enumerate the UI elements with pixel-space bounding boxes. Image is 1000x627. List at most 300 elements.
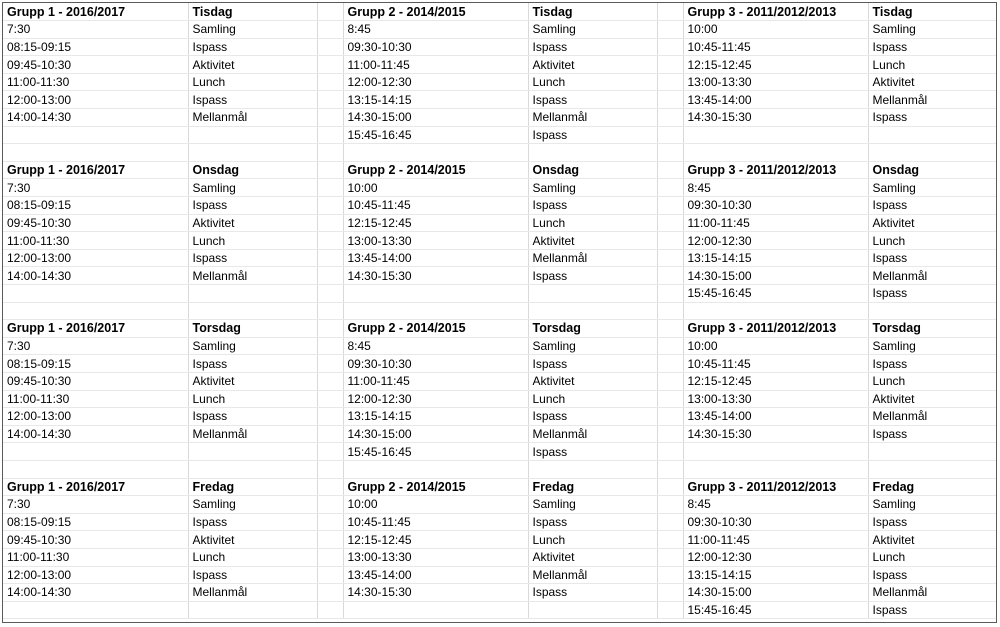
spacer-cell[interactable] [657,355,683,373]
spacer-cell[interactable] [657,3,683,21]
time-cell[interactable]: 7:30 [3,21,188,39]
time-cell[interactable]: 09:45-10:30 [3,531,188,549]
activity-cell[interactable]: Lunch [188,73,317,91]
empty-cell[interactable] [657,302,683,320]
time-cell[interactable]: 08:15-09:15 [3,513,188,531]
empty-cell[interactable] [528,144,657,162]
activity-cell[interactable]: Aktivitet [528,56,657,74]
activity-cell[interactable]: Ispass [868,425,997,443]
activity-cell[interactable]: Samling [868,179,997,197]
activity-cell[interactable]: Ispass [188,197,317,215]
time-cell[interactable]: 14:30-15:30 [683,425,868,443]
activity-cell[interactable]: Lunch [188,548,317,566]
empty-cell[interactable] [3,460,188,478]
activity-cell[interactable]: Ispass [188,566,317,584]
time-cell[interactable]: 8:45 [683,179,868,197]
activity-cell[interactable]: Samling [868,337,997,355]
activity-cell[interactable]: Ispass [528,91,657,109]
spacer-cell[interactable] [657,408,683,426]
time-cell[interactable]: 14:30-15:00 [343,109,528,127]
time-cell[interactable]: 10:00 [683,337,868,355]
block-header-row [3,478,997,496]
spacer-cell[interactable] [657,73,683,91]
activity-cell[interactable]: Samling [188,337,317,355]
activity-cell[interactable]: Ispass [868,513,997,531]
time-cell[interactable]: 08:15-09:15 [3,355,188,373]
group-header-cell[interactable]: Grupp 1 - 2016/2017 [3,320,188,338]
table-row [3,109,997,127]
time-cell[interactable]: 7:30 [3,179,188,197]
spacer-cell[interactable] [317,285,343,303]
group-header-cell[interactable]: Grupp 1 - 2016/2017 [3,3,188,21]
table-row [3,38,997,56]
activity-cell[interactable]: Ispass [868,249,997,267]
spacer-cell[interactable] [657,496,683,514]
schedule-body [3,3,997,619]
activity-cell[interactable]: Mellanmål [528,425,657,443]
spacer-cell[interactable] [317,3,343,21]
activity-cell[interactable]: Ispass [528,126,657,144]
activity-cell[interactable]: Lunch [528,214,657,232]
time-cell[interactable]: 13:00-13:30 [683,73,868,91]
activity-cell[interactable]: Ispass [528,443,657,461]
time-cell[interactable]: 7:30 [3,337,188,355]
activity-cell[interactable]: Aktivitet [188,56,317,74]
spacer-cell[interactable] [657,214,683,232]
activity-cell[interactable]: Samling [868,496,997,514]
time-cell[interactable] [343,285,528,303]
activity-cell[interactable]: Mellanmål [528,249,657,267]
empty-cell[interactable] [528,460,657,478]
time-cell[interactable]: 10:00 [343,496,528,514]
spacer-cell[interactable] [657,285,683,303]
empty-cell[interactable] [343,144,528,162]
time-cell[interactable]: 08:15-09:15 [3,197,188,215]
spacer-cell[interactable] [657,601,683,619]
group-header-cell[interactable]: Grupp 2 - 2014/2015 [343,3,528,21]
activity-cell[interactable] [188,126,317,144]
time-cell[interactable]: 8:45 [343,21,528,39]
activity-cell[interactable] [188,601,317,619]
empty-cell[interactable] [683,302,868,320]
activity-cell[interactable]: Samling [528,337,657,355]
time-cell[interactable]: 13:45-14:00 [343,566,528,584]
table-row [3,249,997,267]
activity-cell[interactable]: Ispass [528,355,657,373]
spacer-cell[interactable] [657,21,683,39]
time-cell[interactable]: 10:45-11:45 [343,513,528,531]
table-row [3,566,997,584]
spacer-cell[interactable] [317,372,343,390]
time-cell[interactable]: 12:15-12:45 [683,372,868,390]
time-cell[interactable]: 12:00-12:30 [683,548,868,566]
activity-cell[interactable]: Ispass [528,513,657,531]
time-cell[interactable]: 10:45-11:45 [683,355,868,373]
spacer-cell[interactable] [317,73,343,91]
activity-cell[interactable]: Aktivitet [868,390,997,408]
day-header-cell[interactable]: Fredag [528,478,657,496]
activity-cell[interactable]: Samling [868,21,997,39]
time-cell[interactable]: 13:00-13:30 [343,548,528,566]
activity-cell[interactable]: Mellanmål [868,91,997,109]
time-cell[interactable]: 10:45-11:45 [683,38,868,56]
empty-cell[interactable] [868,302,997,320]
time-cell[interactable]: 09:30-10:30 [343,355,528,373]
group-header-cell[interactable]: Grupp 3 - 2011/2012/2013 [683,3,868,21]
day-header-cell[interactable]: Tisdag [868,3,997,21]
time-cell[interactable]: 12:00-13:00 [3,566,188,584]
spacer-cell[interactable] [317,179,343,197]
group-header-cell[interactable]: Grupp 2 - 2014/2015 [343,161,528,179]
spacer-cell[interactable] [657,267,683,285]
activity-cell[interactable]: Ispass [528,267,657,285]
spacer-cell[interactable] [657,38,683,56]
empty-cell[interactable] [528,302,657,320]
spacer-cell[interactable] [657,320,683,338]
time-cell[interactable]: 12:00-13:00 [3,408,188,426]
spacer-cell[interactable] [657,566,683,584]
activity-cell[interactable] [868,443,997,461]
time-cell[interactable]: 11:00-11:30 [3,73,188,91]
activity-cell[interactable]: Mellanmål [528,566,657,584]
spacer-cell[interactable] [317,337,343,355]
spacer-cell[interactable] [317,232,343,250]
activity-cell[interactable]: Ispass [868,285,997,303]
time-cell[interactable] [3,285,188,303]
activity-cell[interactable]: Ispass [188,513,317,531]
empty-cell[interactable] [317,302,343,320]
activity-cell[interactable]: Aktivitet [528,232,657,250]
time-cell[interactable]: 14:00-14:30 [3,425,188,443]
time-cell[interactable]: 09:45-10:30 [3,214,188,232]
activity-cell[interactable]: Aktivitet [188,214,317,232]
day-header-cell[interactable]: Fredag [188,478,317,496]
activity-cell[interactable]: Lunch [528,73,657,91]
empty-cell[interactable] [188,144,317,162]
time-cell[interactable]: 12:15-12:45 [343,214,528,232]
activity-cell[interactable]: Lunch [868,56,997,74]
activity-cell[interactable]: Aktivitet [868,214,997,232]
day-header-cell[interactable]: Fredag [868,478,997,496]
time-cell[interactable]: 12:00-12:30 [683,232,868,250]
time-cell[interactable]: 12:00-13:00 [3,249,188,267]
activity-cell[interactable]: Lunch [528,531,657,549]
spacer-cell[interactable] [657,443,683,461]
group-header-cell[interactable]: Grupp 3 - 2011/2012/2013 [683,478,868,496]
spacer-cell[interactable] [657,584,683,602]
table-row [3,390,997,408]
activity-cell[interactable]: Ispass [528,38,657,56]
activity-cell[interactable]: Mellanmål [868,408,997,426]
table-row [3,56,997,74]
time-cell[interactable]: 14:30-15:30 [343,584,528,602]
day-header-cell[interactable]: Onsdag [188,161,317,179]
empty-cell[interactable] [657,460,683,478]
time-cell[interactable]: 8:45 [343,337,528,355]
spacer-cell[interactable] [317,566,343,584]
time-cell[interactable]: 8:45 [683,496,868,514]
time-cell[interactable]: 11:00-11:45 [683,531,868,549]
spacer-cell[interactable] [657,232,683,250]
table-row [3,73,997,91]
activity-cell[interactable]: Lunch [868,548,997,566]
activity-cell[interactable]: Lunch [868,232,997,250]
spacer-cell[interactable] [317,355,343,373]
time-cell[interactable] [343,601,528,619]
spacer-cell[interactable] [657,126,683,144]
spacer-cell[interactable] [317,38,343,56]
time-cell[interactable]: 14:30-15:30 [683,109,868,127]
activity-cell[interactable]: Ispass [528,584,657,602]
time-cell[interactable]: 13:15-14:15 [343,91,528,109]
time-cell[interactable]: 14:30-15:00 [683,584,868,602]
spacer-cell[interactable] [317,21,343,39]
spreadsheet [2,2,997,623]
spacer-cell[interactable] [657,56,683,74]
activity-cell[interactable]: Ispass [188,38,317,56]
empty-cell[interactable] [3,144,188,162]
spacer-cell[interactable] [317,161,343,179]
time-cell[interactable]: 09:30-10:30 [683,513,868,531]
spacer-cell[interactable] [317,91,343,109]
spacer-cell[interactable] [657,337,683,355]
spacer-cell[interactable] [317,408,343,426]
time-cell[interactable]: 10:00 [683,21,868,39]
blank-row [3,302,997,320]
activity-cell[interactable]: Ispass [868,355,997,373]
spacer-cell[interactable] [317,249,343,267]
empty-cell[interactable] [683,460,868,478]
activity-cell[interactable]: Samling [188,21,317,39]
activity-cell[interactable]: Lunch [528,390,657,408]
group-header-cell[interactable]: Grupp 3 - 2011/2012/2013 [683,320,868,338]
table-row [3,21,997,39]
spacer-cell[interactable] [657,425,683,443]
activity-cell[interactable]: Ispass [528,197,657,215]
day-header-cell[interactable]: Torsdag [868,320,997,338]
day-header-cell[interactable]: Tisdag [188,3,317,21]
activity-cell[interactable]: Ispass [868,197,997,215]
time-cell[interactable]: 14:00-14:30 [3,267,188,285]
spacer-cell[interactable] [317,601,343,619]
time-cell[interactable]: 11:00-11:45 [343,372,528,390]
time-cell[interactable]: 13:00-13:30 [343,232,528,250]
day-header-cell[interactable]: Onsdag [528,161,657,179]
empty-cell[interactable] [343,460,528,478]
time-cell[interactable] [3,443,188,461]
time-cell[interactable]: 15:45-16:45 [343,443,528,461]
table-row [3,214,997,232]
time-cell[interactable] [683,443,868,461]
empty-cell[interactable] [868,144,997,162]
time-cell[interactable]: 15:45-16:45 [683,601,868,619]
spacer-cell[interactable] [317,478,343,496]
time-cell[interactable]: 14:00-14:30 [3,584,188,602]
activity-cell[interactable]: Ispass [868,109,997,127]
spacer-cell[interactable] [657,478,683,496]
day-header-cell[interactable]: Onsdag [868,161,997,179]
activity-cell[interactable]: Mellanmål [188,109,317,127]
activity-cell[interactable]: Mellanmål [528,109,657,127]
activity-cell[interactable]: Samling [188,496,317,514]
activity-cell[interactable]: Mellanmål [188,425,317,443]
time-cell[interactable]: 12:00-12:30 [343,390,528,408]
activity-cell[interactable] [188,443,317,461]
day-header-cell[interactable]: Torsdag [188,320,317,338]
block-header-row [3,3,997,21]
time-cell[interactable]: 11:00-11:30 [3,232,188,250]
spacer-cell[interactable] [317,531,343,549]
spacer-cell[interactable] [317,443,343,461]
activity-cell[interactable]: Samling [188,179,317,197]
time-cell[interactable]: 13:15-14:15 [683,566,868,584]
spacer-cell[interactable] [657,548,683,566]
spacer-cell[interactable] [317,267,343,285]
spacer-cell[interactable] [657,91,683,109]
time-cell[interactable]: 12:00-12:30 [343,73,528,91]
activity-cell[interactable]: Lunch [188,232,317,250]
activity-cell[interactable]: Aktivitet [528,372,657,390]
spacer-cell[interactable] [657,161,683,179]
spacer-cell[interactable] [657,372,683,390]
group-header-cell[interactable]: Grupp 1 - 2016/2017 [3,161,188,179]
day-header-cell[interactable]: Tisdag [528,3,657,21]
activity-cell[interactable]: Lunch [868,372,997,390]
activity-cell[interactable]: Samling [528,21,657,39]
empty-cell[interactable] [868,460,997,478]
time-cell[interactable]: 09:30-10:30 [683,197,868,215]
activity-cell[interactable]: Samling [528,496,657,514]
spacer-cell[interactable] [317,126,343,144]
spacer-cell[interactable] [317,109,343,127]
spacer-cell[interactable] [657,109,683,127]
spacer-cell[interactable] [317,214,343,232]
empty-cell[interactable] [188,302,317,320]
group-header-cell[interactable]: Grupp 3 - 2011/2012/2013 [683,161,868,179]
time-cell[interactable]: 12:15-12:45 [683,56,868,74]
group-header-cell[interactable]: Grupp 1 - 2016/2017 [3,478,188,496]
time-cell[interactable]: 13:45-14:00 [683,91,868,109]
time-cell[interactable]: 15:45-16:45 [683,285,868,303]
spacer-cell[interactable] [317,390,343,408]
empty-cell[interactable] [657,144,683,162]
time-cell[interactable]: 14:30-15:00 [343,425,528,443]
time-cell[interactable]: 14:00-14:30 [3,109,188,127]
time-cell[interactable]: 08:15-09:15 [3,38,188,56]
group-header-cell[interactable]: Grupp 2 - 2014/2015 [343,320,528,338]
activity-cell[interactable]: Mellanmål [868,584,997,602]
activity-cell[interactable]: Lunch [188,390,317,408]
spacer-cell[interactable] [317,320,343,338]
activity-cell[interactable]: Aktivitet [528,548,657,566]
activity-cell[interactable] [528,601,657,619]
spacer-cell[interactable] [317,513,343,531]
spacer-cell[interactable] [657,197,683,215]
activity-cell[interactable]: Mellanmål [868,267,997,285]
time-cell[interactable]: 11:00-11:30 [3,390,188,408]
time-cell[interactable] [3,601,188,619]
time-cell[interactable]: 15:45-16:45 [343,126,528,144]
time-cell[interactable]: 11:00-11:45 [683,214,868,232]
spacer-cell[interactable] [317,548,343,566]
time-cell[interactable]: 12:00-13:00 [3,91,188,109]
spacer-cell[interactable] [657,513,683,531]
time-cell[interactable]: 7:30 [3,496,188,514]
activity-cell[interactable]: Aktivitet [188,372,317,390]
empty-cell[interactable] [317,460,343,478]
activity-cell[interactable]: Ispass [188,249,317,267]
day-header-cell[interactable]: Torsdag [528,320,657,338]
activity-cell[interactable]: Mellanmål [188,584,317,602]
activity-cell[interactable]: Ispass [188,355,317,373]
activity-cell[interactable]: Ispass [868,38,997,56]
activity-cell[interactable]: Aktivitet [188,531,317,549]
time-cell[interactable]: 11:00-11:30 [3,548,188,566]
time-cell[interactable]: 12:15-12:45 [343,531,528,549]
table-row [3,232,997,250]
activity-cell[interactable]: Aktivitet [868,531,997,549]
spacer-cell[interactable] [657,531,683,549]
activity-cell[interactable] [868,126,997,144]
spacer-cell[interactable] [317,197,343,215]
time-cell[interactable]: 10:45-11:45 [343,197,528,215]
activity-cell[interactable]: Ispass [868,601,997,619]
time-cell[interactable] [3,126,188,144]
time-cell[interactable]: 10:00 [343,179,528,197]
spacer-cell[interactable] [657,390,683,408]
activity-cell[interactable] [528,285,657,303]
spacer-cell[interactable] [317,425,343,443]
table-row [3,337,997,355]
time-cell[interactable]: 14:30-15:30 [343,267,528,285]
time-cell[interactable]: 09:45-10:30 [3,56,188,74]
time-cell[interactable]: 14:30-15:00 [683,267,868,285]
empty-cell[interactable] [3,302,188,320]
table-row [3,548,997,566]
time-cell[interactable]: 13:15-14:15 [683,249,868,267]
activity-cell[interactable]: Ispass [528,408,657,426]
activity-cell[interactable]: Samling [528,179,657,197]
time-cell[interactable]: 09:45-10:30 [3,372,188,390]
time-cell[interactable]: 13:45-14:00 [343,249,528,267]
spacer-cell[interactable] [657,249,683,267]
blank-row [3,460,997,478]
empty-cell[interactable] [683,144,868,162]
time-cell[interactable]: 11:00-11:45 [343,56,528,74]
activity-cell[interactable]: Ispass [868,566,997,584]
activity-cell[interactable] [188,285,317,303]
spacer-cell[interactable] [317,496,343,514]
spacer-cell[interactable] [317,584,343,602]
table-row [3,513,997,531]
time-cell[interactable] [683,126,868,144]
activity-cell[interactable]: Ispass [188,408,317,426]
table-row [3,267,997,285]
activity-cell[interactable]: Ispass [188,91,317,109]
time-cell[interactable]: 13:00-13:30 [683,390,868,408]
time-cell[interactable]: 09:30-10:30 [343,38,528,56]
spacer-cell[interactable] [317,56,343,74]
empty-cell[interactable] [188,460,317,478]
empty-cell[interactable] [317,144,343,162]
empty-cell[interactable] [343,302,528,320]
spacer-cell[interactable] [657,179,683,197]
activity-cell[interactable]: Mellanmål [188,267,317,285]
group-header-cell[interactable]: Grupp 2 - 2014/2015 [343,478,528,496]
time-cell[interactable]: 13:45-14:00 [683,408,868,426]
activity-cell[interactable]: Aktivitet [868,73,997,91]
time-cell[interactable]: 13:15-14:15 [343,408,528,426]
